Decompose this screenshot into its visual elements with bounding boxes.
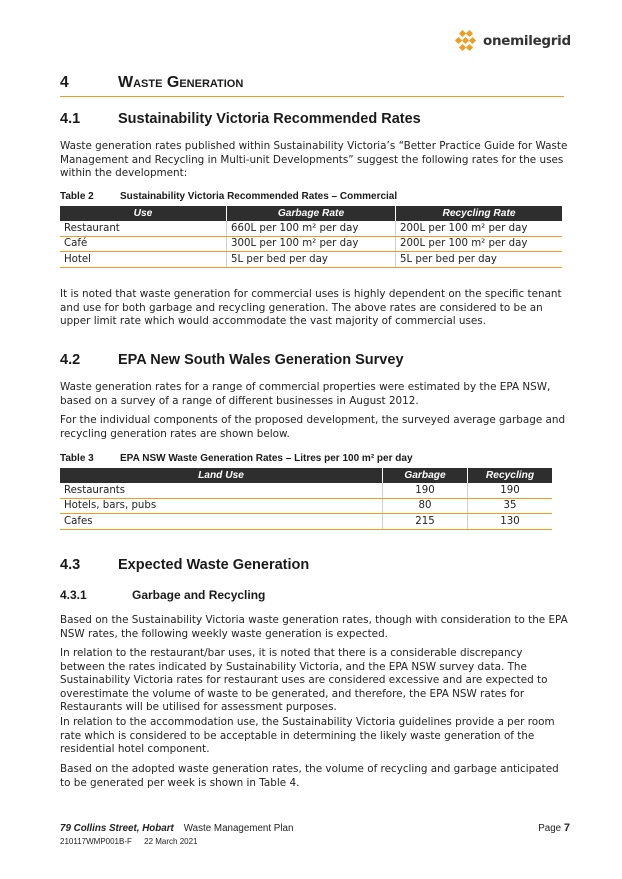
footer-meta-row [60,837,570,846]
paragraph-epa-1: Waste generation rates for a range of commercial properties were estimated by the EPA NSW, based on a survey of a range of different businesses in August 2012. [60,381,551,407]
table-cell: Hotels, bars, pubs [60,498,383,514]
heading-title: Expected Waste Generation [118,557,310,573]
table-cell: 200L per 100 m² per day [396,236,563,252]
section-heading [60,74,564,97]
table-cell: Hotel [60,252,227,268]
footer-document-title: Waste Management Plan [183,823,294,834]
table-cell: 190 [383,483,468,498]
table-cell: 5L per bed per day [227,252,396,268]
heading-4-2 [60,352,404,368]
heading-4-1 [60,111,421,127]
heading-number: 4.1 [60,111,81,127]
table-cell: Cafes [60,514,383,530]
table-header-row [60,206,562,221]
heading-4-3 [60,557,309,573]
footer-reference: 210117WMP001B-F [60,837,132,846]
column-header: Land Use [60,468,383,483]
table-2 [60,206,562,268]
table-2-caption [60,191,397,202]
table-cell: Restaurants [60,483,383,498]
heading-title: EPA New South Wales Generation Survey [118,352,404,368]
table-cell: Restaurant [60,221,227,236]
table-cell: 300L per 100 m² per day [227,236,396,252]
grid-logo-icon [452,30,480,52]
footer-address: 79 Collins Street, Hobart [60,823,174,834]
section-title: Waste Generation [118,74,244,91]
table-title: EPA NSW Waste Generation Rates – Litres per 100 m² per day [120,453,413,464]
heading-number: 4.3 [60,557,81,573]
page-number: 7 [563,822,570,834]
column-header: Garbage Rate [227,206,396,221]
table-cell: 215 [383,514,468,530]
table-cell: 5L per bed per day [396,252,563,268]
table-label: Table 3 [60,453,94,464]
table-cell: 130 [468,514,553,530]
footer-page [538,822,570,834]
table-row [60,514,552,530]
paragraph-intro: Waste generation rates published within Sustainability Victoria’s “Better Practice Guide for Waste Management and Recycling in Multi-unit Developments” suggest the following rates for the uses within the development: [60,140,568,180]
logo-text: onemilegrid [483,33,571,49]
heading-title: Sustainability Victoria Recommended Rates [118,111,421,127]
heading-number: 4.2 [60,352,81,368]
paragraph-note: It is noted that waste generation for commercial uses is highly dependent on the specific tenant and use for both garbage and recycling generation. The above rates are considered to be an upper limit rate which would accommodate the vast majority of commercial uses. [60,288,562,328]
page-label: Page [538,823,562,834]
footer-date: 22 March 2021 [144,837,198,846]
column-header: Garbage [383,468,468,483]
column-header: Recycling [468,468,553,483]
heading-title: Garbage and Recycling [132,588,266,602]
paragraph-epa-2: For the individual components of the proposed development, the surveyed average garbage and recycling generation rates are shown below. [60,414,566,440]
table-row [60,221,562,236]
table-cell: 80 [383,498,468,514]
table-label: Table 2 [60,191,94,202]
heading-4-3-1 [60,588,265,602]
section-number: 4 [60,74,69,91]
table-row [60,236,562,252]
column-header: Use [60,206,227,221]
table-row [60,252,562,268]
table-row [60,483,552,498]
table-title: Sustainability Victoria Recommended Rates – Commercial [120,191,398,202]
table-cell: 200L per 100 m² per day [396,221,563,236]
heading-number: 4.3.1 [60,588,87,602]
company-logo [452,30,571,52]
table-row [60,498,552,514]
paragraph-expected-2: In relation to the restaurant/bar uses, it is noted that there is a considerable discrepancy between the rates indicated by Sustainability Victoria, and the EPA NSW survey data. The Sustainability Victoria rates for restaurant uses are considered excessive and are expected to overestimate the volume of waste to be generated, and therefore, the EPA NSW rates for Restaurants will be utilised for assessment purposes. [60,647,548,714]
paragraph-expected-4: Based on the adopted waste generation rates, the volume of recycling and garbage anticipated to be generated per week is shown in Table 4. [60,763,559,789]
column-header: Recycling Rate [396,206,563,221]
table-header-row [60,468,552,483]
table-3 [60,468,552,530]
table-cell: 660L per 100 m² per day [227,221,396,236]
paragraph-expected-1: Based on the Sustainability Victoria waste generation rates, though with consideration to the EPA NSW rates, the following weekly waste generation is expected. [60,614,568,640]
footer-main-row [60,822,570,834]
table-3-caption [60,453,413,464]
table-cell: 190 [468,483,553,498]
table-cell: Café [60,236,227,252]
page-footer [60,822,570,846]
paragraph-expected-3: In relation to the accommodation use, the Sustainability Victoria guidelines provide a per room rate which is considered to be acceptable in determining the likely waste generation of the residential hotel component. [60,716,555,756]
table-cell: 35 [468,498,553,514]
